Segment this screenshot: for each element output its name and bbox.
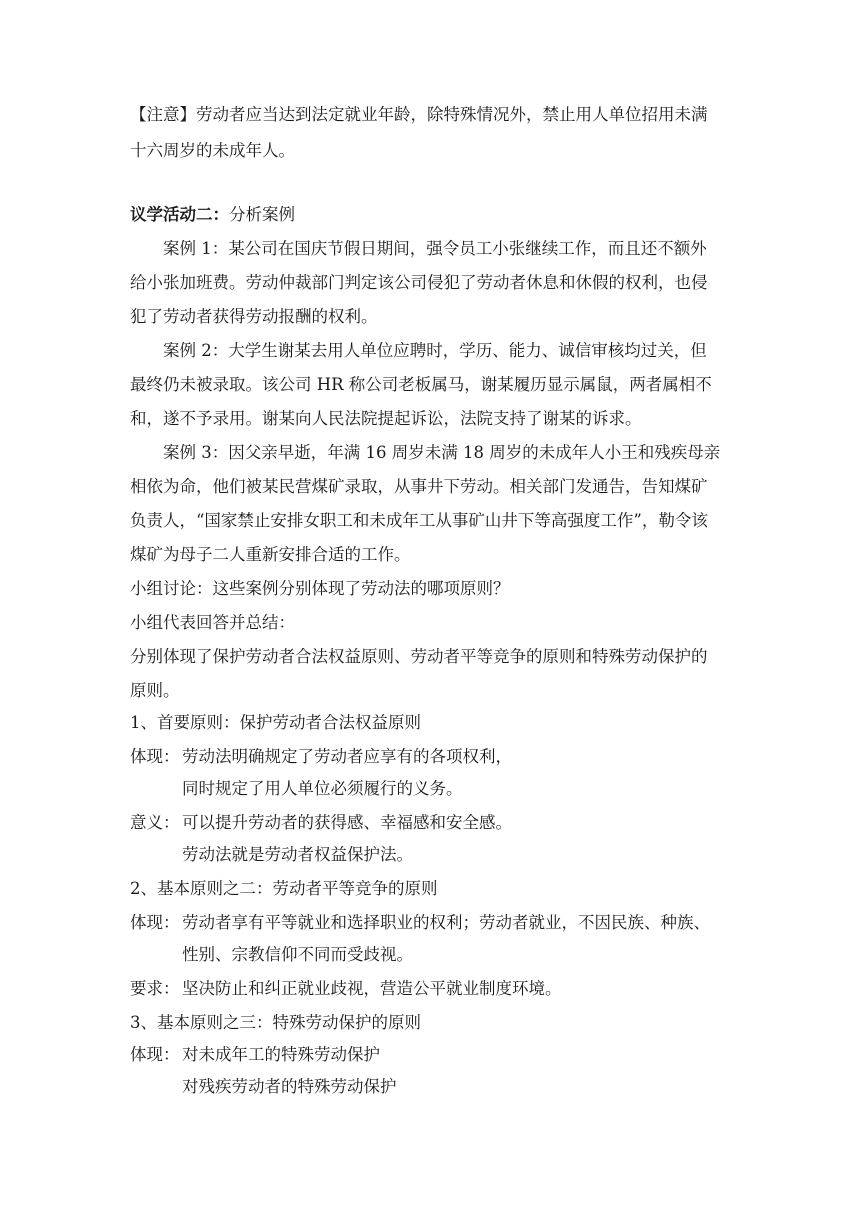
activity-title: 议学活动二： bbox=[130, 205, 229, 224]
principle-2-embodiment-label: 体现： bbox=[130, 913, 180, 932]
case-3-line-3: 负责人，“国家禁止安排女职工和未成年工从事矿山井下等高强度工作”，勒令该 bbox=[130, 511, 708, 530]
summary-line-2: 原则。 bbox=[130, 681, 180, 700]
case-3-line-2: 相依为命，他们被某民营煤矿录取，从事井下劳动。相关部门发通告，告知煤矿 bbox=[130, 477, 708, 496]
case-3-line-4: 煤矿为母子二人重新安排合适的工作。 bbox=[130, 545, 411, 564]
principle-1-meaning-label: 意义： bbox=[130, 813, 180, 832]
principle-1-meaning-line-1: 可以提升劳动者的获得感、幸福感和安全感。 bbox=[182, 813, 512, 832]
note-line-1 bbox=[130, 100, 708, 130]
case-1-line-3: 犯了劳动者获得劳动报酬的权利。 bbox=[130, 307, 378, 326]
summary-label: 小组代表回答并总结： bbox=[130, 613, 295, 632]
note-line-2: 十六周岁的未成年人。 bbox=[130, 141, 295, 160]
principle-1-embodiment-line-2: 同时规定了用人单位必须履行的义务。 bbox=[182, 779, 463, 798]
case-1-line-1: 案例 1：某公司在国庆节假日期间，强令员工小张继续工作，而且还不额外 bbox=[163, 239, 707, 258]
principle-1-embodiment-line-1: 劳动法明确规定了劳动者应享有的各项权利， bbox=[182, 747, 512, 766]
activity-subtitle: 分析案例 bbox=[229, 205, 295, 224]
principle-2-heading: 2、基本原则之二：劳动者平等竞争的原则 bbox=[130, 879, 438, 898]
note-label: 【注意】 bbox=[130, 105, 196, 124]
summary-line-1: 分别体现了保护劳动者合法权益原则、劳动者平等竞争的原则和特殊劳动保护的 bbox=[130, 647, 708, 666]
principle-2-embodiment-line-1: 劳动者享有平等就业和选择职业的权利；劳动者就业，不因民族、种族、 bbox=[182, 913, 710, 932]
note-text-1: 劳动者应当达到法定就业年龄，除特殊情况外，禁止用人单位招用未满 bbox=[196, 105, 708, 124]
principle-2-requirement-label: 要求： bbox=[130, 979, 180, 998]
case-3-line-1: 案例 3：因父亲早逝，年满 16 周岁未满 18 周岁的未成年人小王和残疾母亲 bbox=[163, 443, 721, 462]
case-2-line-1: 案例 2：大学生谢某去用人单位应聘时，学历、能力、诚信审核均过关，但 bbox=[163, 341, 707, 360]
case-2-line-3: 和，遂不予录用。谢某向人民法院提起诉讼，法院支持了谢某的诉求。 bbox=[130, 409, 642, 428]
principle-3-embodiment-label: 体现： bbox=[130, 1045, 180, 1064]
case-2-line-2: 最终仍未被录取。该公司 HR 称公司老板属马，谢某履历显示属鼠，两者属相不 bbox=[130, 375, 712, 394]
principle-2-requirement-line-1: 坚决防止和纠正就业歧视，营造公平就业制度环境。 bbox=[182, 979, 562, 998]
principle-2-embodiment-line-2: 性别、宗教信仰不同而受歧视。 bbox=[182, 945, 413, 964]
case-1-line-2: 给小张加班费。劳动仲裁部门判定该公司侵犯了劳动者休息和休假的权利，也侵 bbox=[130, 273, 708, 292]
discussion-question: 小组讨论：这些案例分别体现了劳动法的哪项原则？ bbox=[130, 579, 510, 598]
principle-3-embodiment-line-2: 对残疾劳动者的特殊劳动保护 bbox=[182, 1077, 397, 1096]
principle-1-heading: 1、首要原则：保护劳动者合法权益原则 bbox=[130, 713, 421, 732]
principle-3-embodiment-line-1: 对未成年工的特殊劳动保护 bbox=[182, 1045, 380, 1064]
principle-3-heading: 3、基本原则之三：特殊劳动保护的原则 bbox=[130, 1013, 421, 1032]
activity-heading bbox=[130, 200, 295, 230]
principle-1-meaning-line-2: 劳动法就是劳动者权益保护法。 bbox=[182, 845, 413, 864]
principle-1-embodiment-label: 体现： bbox=[130, 747, 180, 766]
